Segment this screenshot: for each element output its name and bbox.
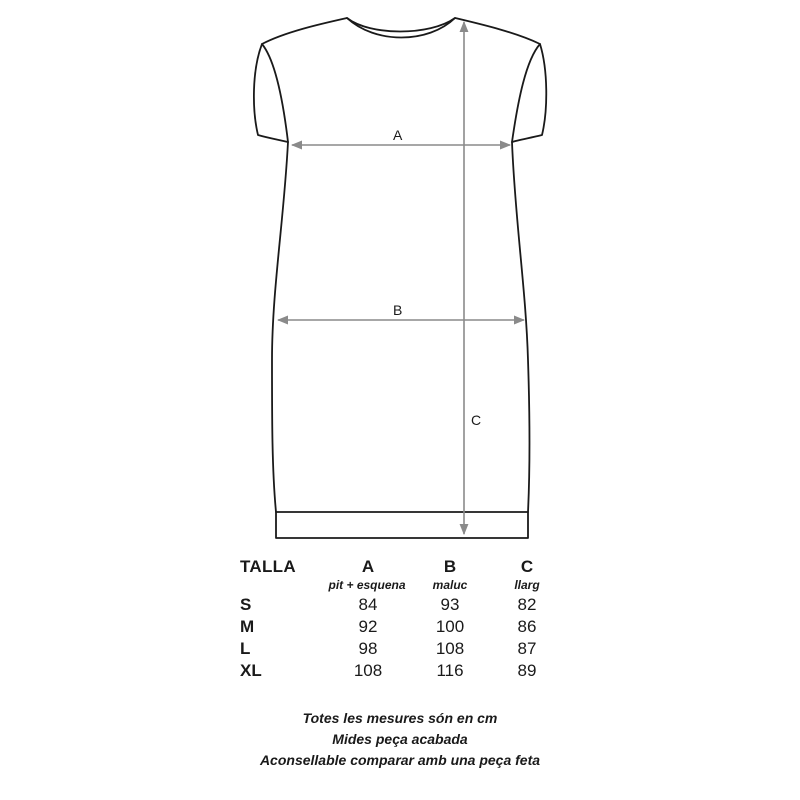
header-b: B xyxy=(443,557,457,576)
note-finished: Mides peça acabada xyxy=(332,731,468,747)
value-c: 82 xyxy=(517,595,537,614)
table-row xyxy=(240,660,570,682)
neckline xyxy=(347,18,455,38)
table-subheader-row xyxy=(240,578,570,594)
subheader-c: llarg xyxy=(514,578,540,592)
header-size: TALLA xyxy=(240,557,296,576)
subheader-a: pit + esquena xyxy=(328,578,406,592)
size-label: M xyxy=(240,617,255,636)
size-label: L xyxy=(240,639,251,658)
size-table xyxy=(240,556,570,682)
note-advice: Aconsellable comparar amb una peça feta xyxy=(259,752,541,768)
label-a: A xyxy=(393,127,403,143)
notes xyxy=(0,708,800,771)
value-c: 87 xyxy=(517,639,537,658)
left-sleeve-seam xyxy=(262,44,288,142)
value-b: 93 xyxy=(440,595,460,614)
note-units: Totes les mesures són en cm xyxy=(302,710,498,726)
value-a: 98 xyxy=(358,639,378,658)
label-c: C xyxy=(471,412,482,428)
header-c: C xyxy=(520,557,534,576)
value-a: 84 xyxy=(358,595,378,614)
right-sleeve-seam xyxy=(512,44,540,142)
size-label: XL xyxy=(240,661,262,680)
dress-outline xyxy=(254,18,546,538)
value-a: 108 xyxy=(353,661,383,680)
value-c: 86 xyxy=(517,617,537,636)
table-row xyxy=(240,594,570,616)
header-a: A xyxy=(361,557,375,576)
subheader-b: maluc xyxy=(432,578,468,592)
value-c: 89 xyxy=(517,661,537,680)
size-label: S xyxy=(240,595,252,614)
value-a: 92 xyxy=(358,617,378,636)
table-row xyxy=(240,638,570,660)
table-header-row xyxy=(240,556,570,578)
label-b: B xyxy=(393,302,403,318)
table-row xyxy=(240,616,570,638)
value-b: 116 xyxy=(436,661,464,680)
value-b: 108 xyxy=(435,639,465,658)
value-b: 100 xyxy=(435,617,465,636)
